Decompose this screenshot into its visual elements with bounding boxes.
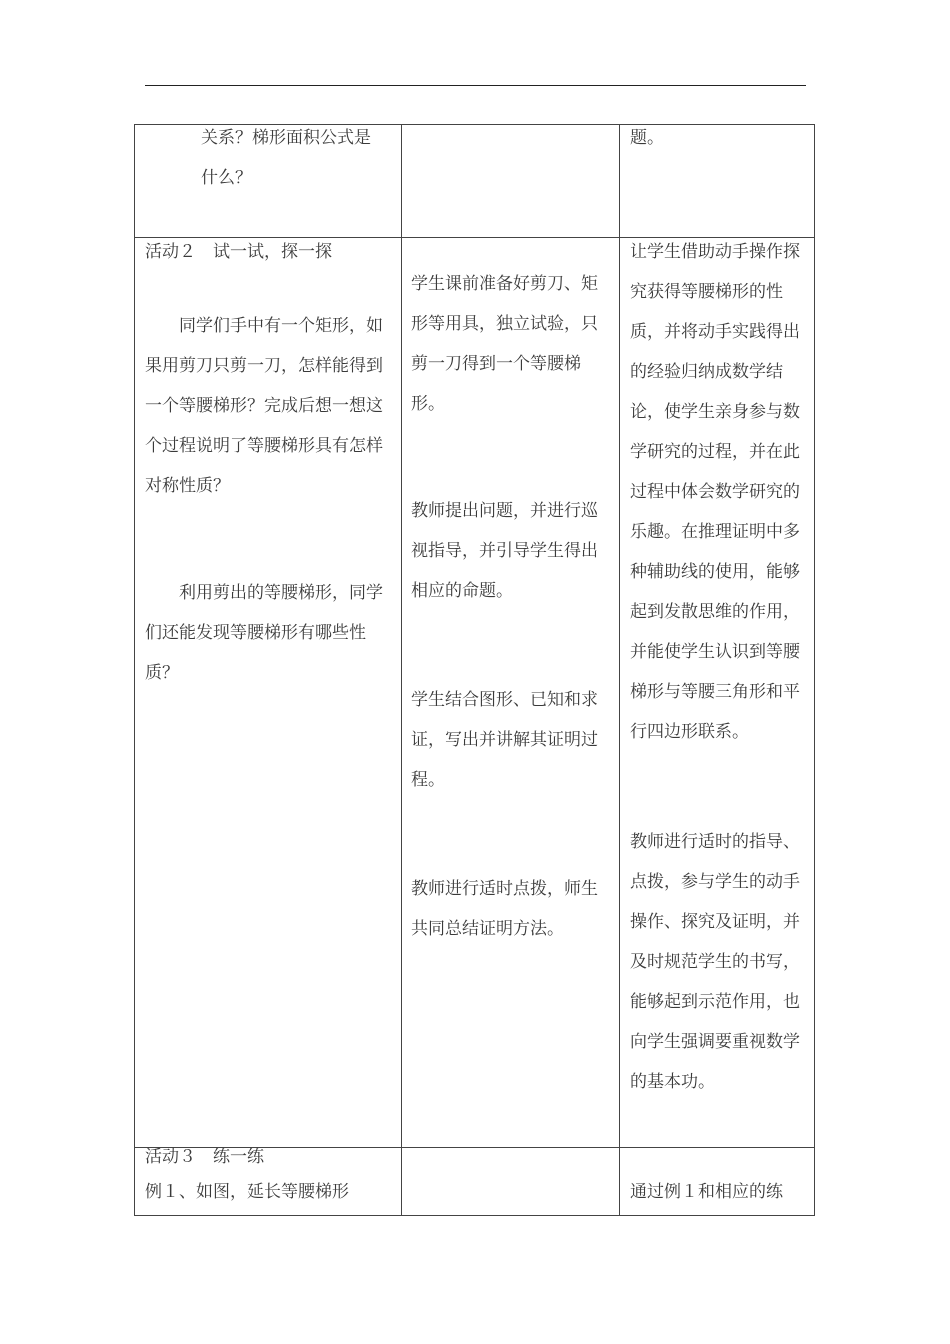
cell-paragraph: 学生课前准备好剪刀、矩形等用具，独立试验，只剪一刀得到一个等腰梯形。 — [411, 274, 598, 414]
cell-paragraph: 利用剪出的等腰梯形，同学们还能发现等腰梯形有哪些性质？ — [145, 583, 383, 683]
activity-title: 活动３ 练一练 — [145, 1147, 264, 1167]
cell-text: 题。 — [630, 128, 664, 148]
cell-text: 关系？梯形面积公式是 什么？ — [201, 128, 371, 188]
column-divider — [619, 124, 620, 1216]
cell-text: 通过例１和相应的练 — [630, 1182, 783, 1202]
cell-paragraph: 教师进行适时点拨，师生共同总结证明方法。 — [411, 879, 598, 939]
cell-paragraph: 让学生借助动手操作探究获得等腰梯形的性质，并将动手实践得出的经验归纳成数学结论，使学生亲身参与数学研究的过程，并在此过程中体会数学研究的乐趣。在推理证明中多种辅助线的使用，能够起到发散思维的作用，并能使学生认识到等腰梯形与等腰三角形和平行四边形联系。 — [630, 242, 800, 742]
cell-paragraph: 学生结合图形、已知和求证，写出并讲解其证明过程。 — [411, 690, 598, 790]
table-border-left — [134, 124, 135, 1216]
cell-paragraph: 同学们手中有一个矩形，如果用剪刀只剪一刀，怎样能得到一个等腰梯形？完成后想一想这个过程说明了等腰梯形具有怎样对称性质？ — [145, 316, 383, 496]
table-border-bottom — [134, 1215, 815, 1216]
page-header-rule — [145, 85, 806, 86]
cell-text: 例１、如图，延长等腰梯形 — [145, 1182, 349, 1202]
cell-paragraph: 教师提出问题，并进行巡视指导，并引导学生得出相应的命题。 — [411, 501, 598, 601]
lesson-plan-table — [134, 124, 815, 1216]
cell-paragraph: 教师进行适时的指导、点拨，参与学生的动手操作、探究及证明，并及时规范学生的书写，能够起到示范作用，也向学生强调要重视数学的基本功。 — [630, 832, 800, 1092]
activity-title: 活动２ 试一试，探一探 — [145, 242, 332, 262]
column-divider — [401, 124, 402, 1216]
table-border-right — [814, 124, 815, 1216]
